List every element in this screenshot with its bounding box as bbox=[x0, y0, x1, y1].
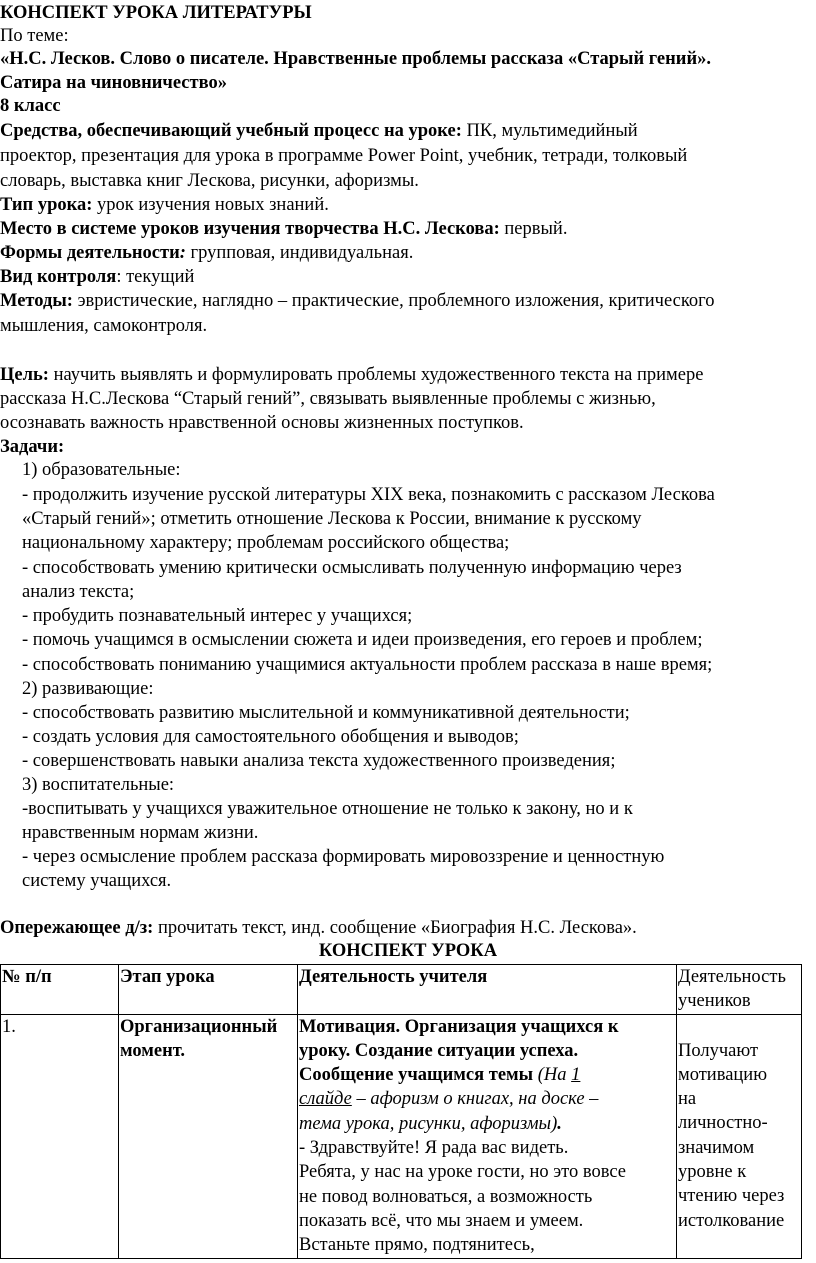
methods-line-2: мышления, самоконтроля. bbox=[0, 316, 208, 336]
task-line: -воспитывать у учащихся уважительное отношение не только к закону, но и к bbox=[22, 799, 633, 819]
goal-line-2: рассказа Н.С.Лескова “Старый гений”, связывать выявленные проблемы с жизнью, bbox=[0, 389, 656, 409]
slide-word: слайде bbox=[299, 1089, 352, 1110]
type-value: урок изучения новых знаний. bbox=[92, 195, 329, 215]
means-line-3: словарь, выставка книг Лескова, рисунки, афоризмы. bbox=[0, 171, 419, 191]
students-line: чтению через bbox=[678, 1186, 785, 1207]
teacher-line bbox=[299, 1087, 675, 1111]
header-cell-number bbox=[1, 965, 119, 1015]
activity-forms bbox=[0, 242, 413, 265]
students-line: личностно- bbox=[678, 1113, 768, 1134]
header-stage: Этап урока bbox=[120, 967, 215, 987]
means-line-2: проектор, презентация для урока в программе Power Point, учебник, тетради, толковый bbox=[0, 146, 688, 166]
task-line: национальному характеру; проблемам российского общества; bbox=[22, 533, 510, 553]
table-header-row bbox=[1, 965, 802, 1015]
header-students-line2: учеников bbox=[678, 991, 751, 1012]
task-line: 3) воспитательные: bbox=[22, 775, 175, 795]
task-line: 1) образовательные: bbox=[22, 460, 181, 480]
students-line: значимом bbox=[678, 1137, 755, 1158]
cell-students bbox=[677, 1014, 802, 1258]
type-label: Тип урока: bbox=[0, 195, 93, 215]
homework-label: Опережающее д/з: bbox=[0, 918, 154, 938]
task-line: - пробудить познавательный интерес у учащихся; bbox=[22, 606, 413, 626]
teacher-note: (На bbox=[533, 1065, 572, 1086]
header-students-line1: Деятельность bbox=[678, 967, 786, 987]
task-line: - способствовать умению критически осмысливать полученную информацию через bbox=[22, 558, 682, 578]
header-number: № п/п bbox=[2, 967, 52, 987]
cell-number bbox=[1, 1014, 119, 1258]
task-line: - способствовать развитию мыслительной и коммуникативной деятельности; bbox=[22, 703, 630, 723]
place-value: первый. bbox=[499, 219, 568, 239]
lesson-table bbox=[0, 964, 802, 1259]
students-line: мотивацию bbox=[678, 1064, 768, 1085]
cell-teacher bbox=[298, 1014, 677, 1258]
doc-title: КОНСПЕКТ УРОКА ЛИТЕРАТУРЫ bbox=[0, 3, 312, 23]
row-number: 1. bbox=[2, 1016, 16, 1037]
goal-label: Цель: bbox=[0, 365, 49, 385]
methods-label: Методы: bbox=[0, 291, 73, 311]
homework-value: прочитать текст, инд. сообщение «Биография Н.С. Лескова». bbox=[153, 918, 637, 938]
students-line: на bbox=[678, 1089, 697, 1110]
goal-line-1 bbox=[0, 364, 703, 387]
teacher-line: Мотивация. Организация учащихся к bbox=[299, 1016, 619, 1037]
teacher-line: уроку. Создание ситуации успеха. bbox=[299, 1040, 579, 1061]
topic-label: По теме: bbox=[0, 26, 69, 46]
teacher-topic-label: Сообщение учащимся темы bbox=[299, 1065, 534, 1086]
methods-line-1 bbox=[0, 290, 715, 313]
lesson-place bbox=[0, 218, 567, 241]
task-line: анализ текста; bbox=[22, 582, 135, 602]
header-teacher: Деятельность учителя bbox=[299, 967, 488, 987]
teacher-line: не повод волноваться, а возможность bbox=[299, 1186, 593, 1207]
teacher-line bbox=[299, 1063, 675, 1087]
task-line: систему учащихся. bbox=[22, 871, 172, 891]
control-label: Вид контроля bbox=[0, 267, 117, 287]
teacher-line: Ребята, у нас на уроке гости, но это вовсе bbox=[299, 1162, 627, 1183]
forms-colon: : bbox=[179, 243, 186, 263]
lesson-type bbox=[0, 194, 329, 217]
control-type bbox=[0, 266, 194, 289]
teacher-line bbox=[299, 1112, 675, 1136]
task-line: - способствовать пониманию учащимися актуальности проблем рассказа в наше время; bbox=[22, 655, 713, 675]
teacher-line: показать всё, что мы знаем и умеем. bbox=[299, 1210, 584, 1231]
task-line: - помочь учащимся в осмыслении сюжета и идеи произведения, его героев и проблем; bbox=[22, 630, 703, 650]
teacher-line: - Здравствуйте! Я рада вас видеть. bbox=[299, 1138, 569, 1159]
means-value: ПК, мультимедийный bbox=[461, 121, 638, 141]
slide-number: 1 bbox=[571, 1065, 581, 1086]
plan-title: КОНСПЕКТ УРОКА bbox=[318, 941, 498, 961]
goal-value: научить выявлять и формулировать проблемы художественного текста на примере bbox=[48, 365, 704, 385]
control-value: : текущий bbox=[116, 267, 195, 287]
students-line: Получают bbox=[678, 1040, 759, 1061]
grade: 8 класс bbox=[0, 96, 61, 116]
teacher-note: – афоризм о книгах, на доске – bbox=[351, 1089, 599, 1110]
task-line: 2) развивающие: bbox=[22, 679, 154, 699]
teacher-note: тема урока, рисунки, афоризмы) bbox=[299, 1113, 558, 1134]
task-line: «Старый гений»; отметить отношение Лескова к России, внимание к русскому bbox=[22, 509, 642, 529]
header-cell-teacher bbox=[298, 965, 677, 1015]
stage-line-2: момент. bbox=[120, 1040, 186, 1061]
stage-line-1: Организационный bbox=[120, 1016, 278, 1037]
teacher-dot: . bbox=[557, 1113, 562, 1134]
means-label: Средства, обеспечивающий учебный процесс на уроке: bbox=[0, 121, 462, 141]
task-line: - продолжить изучение русской литературы XIX века, познакомить с рассказом Лескова bbox=[22, 485, 715, 505]
forms-value: групповая, индивидуальная. bbox=[185, 243, 414, 263]
methods-value: эвристические, наглядно – практические, проблемного изложения, критического bbox=[72, 291, 715, 311]
task-line: - совершенствовать навыки анализа текста художественного произведения; bbox=[22, 751, 616, 771]
header-cell-students bbox=[677, 965, 802, 1015]
means-line-1 bbox=[0, 120, 638, 143]
forms-label: Формы деятельности bbox=[0, 243, 180, 263]
table-row bbox=[1, 1014, 802, 1258]
topic-line-1: «Н.С. Лесков. Слово о писателе. Нравственные проблемы рассказа «Старый гений». bbox=[0, 49, 711, 69]
task-line: - создать условия для самостоятельного обобщения и выводов; bbox=[22, 727, 519, 747]
task-line: нравственным нормам жизни. bbox=[22, 823, 259, 843]
place-label: Место в системе уроков изучения творчества Н.С. Лескова: bbox=[0, 219, 500, 239]
tasks-label: Задачи: bbox=[0, 437, 65, 457]
task-line: - через осмысление проблем рассказа формировать мировоззрение и ценностную bbox=[22, 847, 665, 867]
header-cell-stage bbox=[119, 965, 298, 1015]
homework bbox=[0, 917, 637, 940]
goal-line-3: осознавать важность нравственной основы жизненных поступков. bbox=[0, 413, 524, 433]
cell-stage bbox=[119, 1014, 298, 1258]
teacher-line: Встаньте прямо, подтянитесь, bbox=[299, 1235, 535, 1256]
students-line: уровне к bbox=[678, 1162, 747, 1183]
students-line: истолкование bbox=[678, 1210, 785, 1231]
topic-line-2: Сатира на чиновничество» bbox=[0, 73, 227, 93]
